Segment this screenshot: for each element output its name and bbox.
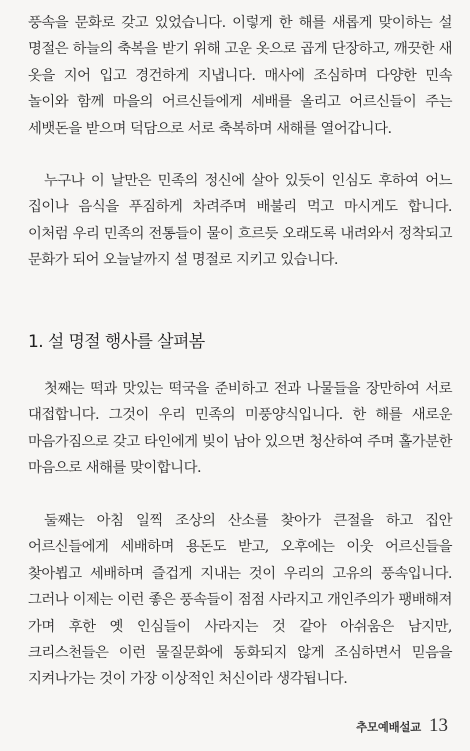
- body-paragraph: 풍속을 문화로 갖고 있었습니다. 이렇게 한 해를 새롭게 맞이하는 설 명절은 하늘의 축복을 받기 위해 고운 옷으로 곱게 단장하고, 깨끗한 새 옷을 지어 입고 경건하게 지냅니다. 매사에 조심하며 다양한 민속 놀이와 함께 마을의 어르신들에게 세배를 올리고 어르신들이 주는 세뱃돈을 받으며 덕담으로 서로 축복하며 새해를 열어갑니다.: [28, 15, 452, 137]
- page-footer: [356, 715, 448, 737]
- running-footer-title: 추모예배설교: [356, 720, 421, 734]
- body-paragraph: 첫째는 떡과 맛있는 떡국을 준비하고 전과 나물들을 장만하여 서로 대접합니다. 그것이 우리 민족의 미풍양식입니다. 한 해를 새로운 마음가짐으로 갖고 타인에게 빚이 남아 있으면 청산하여 주며 홀가분한 마음으로 새해를 맞이합니다.: [28, 381, 452, 477]
- body-paragraph: 누구나 이 날만은 민족의 정신에 살아 있듯이 인심도 후하여 어느 집이나 음식을 푸짐하게 차려주며 배불리 먹고 마시게도 합니다. 이처럼 우리 민족의 전통들이 물이 흐르듯 오래도록 내려와서 정착되고 문화가 되어 오늘날까지 설 명절로 지키고 있습니다.: [28, 173, 452, 269]
- body-paragraph: 둘째는 아침 일찍 조상의 산소를 찾아가 큰절을 하고 집안 어르신들에게 세배하며 용돈도 받고, 오후에는 이웃 어르신들을 찾아뵙고 세배하며 즐겁게 지내는 것이 우리의 고유의 풍속입니다. 그러나 이제는 이런 좋은 풍속들이 점점 사라지고 개인주의가 팽배해져 가며 후한 옛 인심들이 사라지는 것 같아 아쉬움은 남지만, 크리스천들은 이런 물질문화에 동화되지 않게 조심하면서 믿음을 지켜나가는 것이 가장 이상적인 처신이라 생각됩니다.: [28, 513, 452, 688]
- section-heading: 1. 설 명절 행사를 살펴봄: [28, 332, 205, 352]
- page-number: 13: [429, 715, 448, 736]
